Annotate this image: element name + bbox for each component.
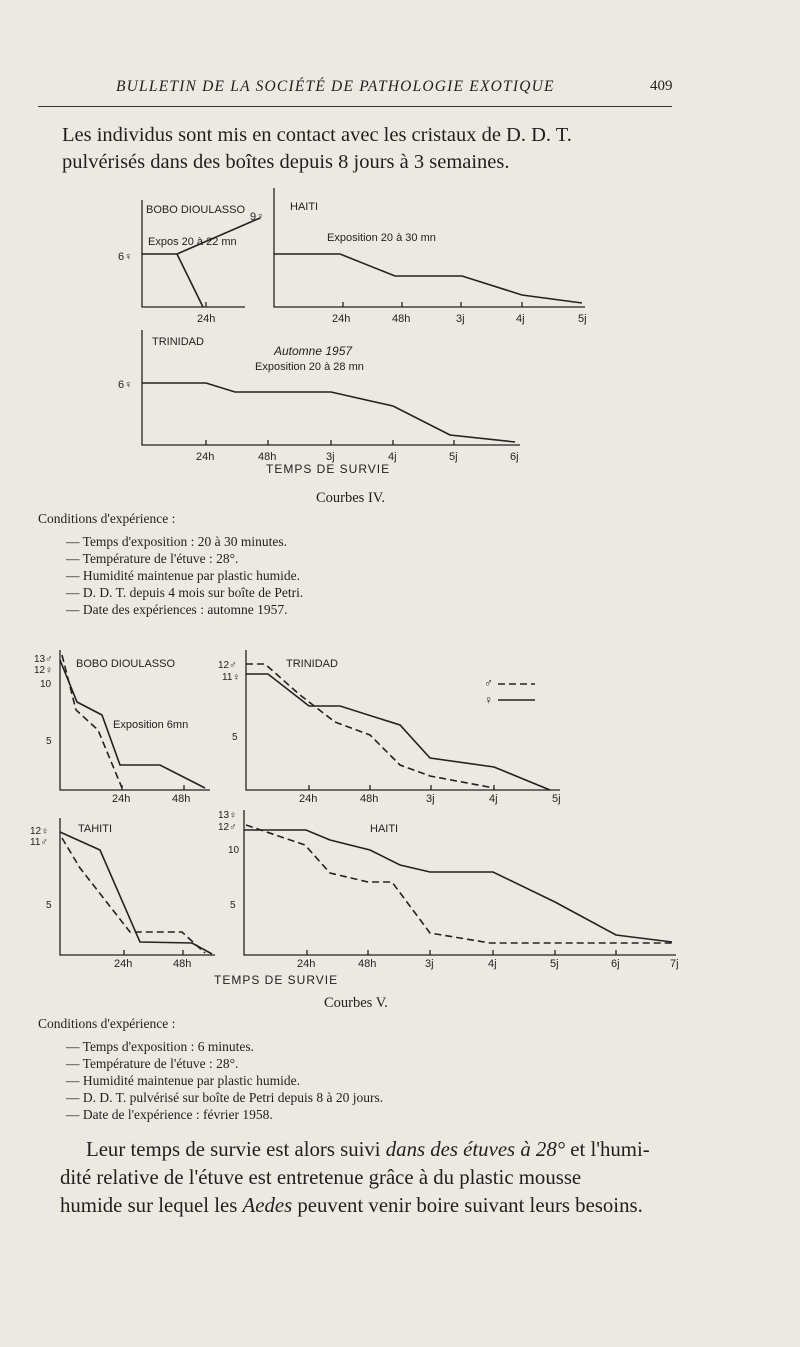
- panel-iv-trinidad-season: Automne 1957: [274, 344, 353, 358]
- closing-text-a: Leur temps de survie est alors suivi: [86, 1138, 386, 1161]
- closing-line-3-a: humide sur lequel les: [60, 1194, 243, 1217]
- xtick-iv-haiti-48h: 48h: [392, 313, 411, 325]
- panel-v-bobo-title: BOBO DIOULASSO: [76, 658, 176, 670]
- panel-v-trinidad: [218, 650, 561, 805]
- ytick-v-trinidad-11: 11♀: [222, 672, 240, 683]
- ytick-v-bobo-13: 13♂: [34, 654, 53, 665]
- ytick-v-haiti-10: 10: [228, 845, 240, 856]
- fig-v-xlabel: TEMPS DE SURVIE: [214, 973, 339, 987]
- closing-text-b: et l'humi-: [565, 1138, 650, 1161]
- conditions-iv-head: Conditions d'expérience :: [38, 511, 176, 526]
- xtick-v-haiti-5j: 5j: [550, 958, 559, 970]
- panel-v-tahiti: [30, 818, 215, 970]
- panel-iv-bobo-note: Expos 20 à 22 mn: [148, 236, 237, 248]
- xtick-iv-trinidad-5j: 5j: [449, 451, 458, 463]
- curve-iv-bobo: [142, 218, 260, 307]
- panel-v-tahiti-title: TAHITI: [78, 823, 113, 835]
- header-rule: [38, 106, 672, 107]
- xtick-v-tahiti-48h: 48h: [173, 958, 192, 970]
- journal-title: BULLETIN DE LA SOCIÉTÉ DE PATHOLOGIE EXOTIQUE: [116, 78, 555, 95]
- panel-iv-bobo-xtick: 24h: [197, 313, 216, 325]
- panel-iv-trinidad: [118, 330, 520, 476]
- panel-iv-trinidad-xticks: [196, 440, 519, 463]
- panel-v-bobo-note: Exposition 6mn: [113, 719, 189, 731]
- xtick-v-trinidad-48h: 48h: [360, 793, 379, 805]
- xtick-v-tahiti-24h: 24h: [114, 958, 133, 970]
- panel-iv-haiti-xticks: [332, 302, 587, 325]
- condition-iv-item: — D. D. T. depuis 4 mois sur boîte de Petri.: [66, 584, 558, 601]
- xtick-v-trinidad-5j: 5j: [552, 793, 561, 805]
- xtick-iv-trinidad-6j: 6j: [510, 451, 519, 463]
- ytick-v-bobo-12: 12♀: [34, 665, 53, 676]
- xtick-iv-haiti-5j: 5j: [578, 313, 587, 325]
- curve-v-haiti-male: [246, 825, 672, 943]
- condition-v-item: — Date de l'expérience : février 1958.: [66, 1106, 558, 1123]
- ytick-v-haiti-5: 5: [230, 900, 236, 911]
- conditions-v-list: [38, 1038, 558, 1123]
- conditions-iv: [38, 510, 558, 618]
- xtick-iv-trinidad-48h: 48h: [258, 451, 277, 463]
- panel-iv-trinidad-ytick: 6♀: [118, 379, 133, 391]
- condition-v-item: — D. D. T. pulvérisé sur boîte de Petri depuis 8 à 20 jours.: [66, 1089, 558, 1106]
- curve-v-trinidad-male: [246, 664, 494, 788]
- curve-iv-haiti: [274, 254, 582, 303]
- conditions-v: [38, 1015, 558, 1123]
- ytick-v-tahiti-11: 11♂: [30, 837, 48, 848]
- condition-iv-item: — Date des expériences : automne 1957.: [66, 601, 558, 618]
- panel-iv-bobo-ytick: 6♀: [118, 251, 133, 263]
- xtick-iv-trinidad-3j: 3j: [326, 451, 335, 463]
- condition-v-item: — Humidité maintenue par plastic humide.: [66, 1072, 558, 1089]
- panel-iv-bobo: [118, 200, 264, 325]
- closing-line-2: dité relative de l'étuve est entretenue grâce à du plastic mousse: [60, 1166, 582, 1189]
- closing-emphasis: dans des étuves à 28°: [385, 1138, 566, 1161]
- xtick-v-haiti-6j: 6j: [611, 958, 620, 970]
- panel-iv-haiti-note: Exposition 20 à 30 mn: [327, 232, 436, 244]
- condition-v-item: — Temps d'exposition : 6 minutes.: [66, 1038, 558, 1055]
- xtick-v-bobo-48h: 48h: [172, 793, 191, 805]
- panel-iv-trinidad-note: Exposition 20 à 28 mn: [255, 361, 364, 373]
- closing-aedes: Aedes: [242, 1194, 293, 1217]
- condition-iv-item: — Humidité maintenue par plastic humide.: [66, 567, 558, 584]
- panel-iv-haiti: [274, 188, 587, 325]
- ytick-v-tahiti-5: 5: [46, 900, 52, 911]
- curve-v-trinidad-female: [246, 674, 550, 790]
- fig-iv-xlabel: TEMPS DE SURVIE: [266, 462, 391, 476]
- panel-iv-bobo-title: BOBO DIOULASSO: [146, 204, 246, 216]
- xtick-iv-trinidad-24h: 24h: [196, 451, 215, 463]
- ytick-v-tahiti-12: 12♀: [30, 826, 49, 837]
- closing-line-3-b: peuvent venir boire suivant leurs besoins.: [292, 1194, 643, 1217]
- panel-v-trinidad-title: TRINIDAD: [286, 658, 338, 670]
- xtick-iv-haiti-24h: 24h: [332, 313, 351, 325]
- conditions-v-head: Conditions d'expérience :: [38, 1016, 176, 1031]
- ytick-v-bobo-10: 10: [40, 679, 52, 690]
- panel-iv-trinidad-title: TRINIDAD: [152, 336, 204, 348]
- running-header: [38, 78, 770, 104]
- xtick-v-trinidad-3j: 3j: [426, 793, 435, 805]
- figure-curves-v: [0, 640, 800, 990]
- xtick-v-bobo-24h: 24h: [112, 793, 131, 805]
- panel-v-haiti-title: HAITI: [370, 823, 399, 835]
- closing-line-1: [60, 1136, 684, 1164]
- ytick-v-bobo-5: 5: [46, 736, 52, 747]
- xtick-v-trinidad-4j: 4j: [489, 793, 498, 805]
- ytick-v-trinidad-5: 5: [232, 732, 238, 743]
- closing-line-3: [60, 1192, 684, 1220]
- intro-line-1: Les individus sont mis en contact avec les cristaux de D. D. T.: [62, 124, 572, 146]
- legend-female-symbol: ♀: [484, 693, 493, 707]
- intro-line-2: pulvérisés dans des boîtes depuis 8 jours à 3 semaines.: [62, 151, 510, 173]
- caption-v: Courbes V.: [324, 995, 388, 1011]
- closing-paragraph: [60, 1136, 684, 1220]
- curve-v-tahiti-male: [62, 838, 205, 953]
- ytick-v-haiti-13: 13♀: [218, 810, 237, 821]
- xtick-v-haiti-24h: 24h: [297, 958, 316, 970]
- xtick-v-haiti-48h: 48h: [358, 958, 377, 970]
- condition-iv-item: — Température de l'étuve : 28°.: [66, 550, 558, 567]
- ytick-v-haiti-12: 12♂: [218, 822, 237, 833]
- intro-paragraph: [62, 122, 682, 176]
- panel-iv-bobo-topmark: 9♀: [250, 211, 265, 223]
- xtick-v-trinidad-24h: 24h: [299, 793, 318, 805]
- xtick-iv-haiti-4j: 4j: [516, 313, 525, 325]
- condition-iv-item: — Temps d'exposition : 20 à 30 minutes.: [66, 533, 558, 550]
- xtick-v-haiti-3j: 3j: [425, 958, 434, 970]
- panel-v-bobo: [34, 650, 210, 805]
- xtick-iv-trinidad-4j: 4j: [388, 451, 397, 463]
- curve-iv-trinidad: [142, 383, 515, 442]
- caption-iv: Courbes IV.: [316, 490, 386, 506]
- xtick-v-haiti-4j: 4j: [488, 958, 497, 970]
- curve-v-tahiti-female: [60, 832, 212, 954]
- panel-iv-haiti-title: HAITI: [290, 201, 319, 213]
- legend-male-symbol: ♂: [484, 676, 493, 690]
- xtick-v-haiti-7j: 7j: [670, 958, 679, 970]
- ytick-v-trinidad-12: 12♂: [218, 660, 237, 671]
- condition-v-item: — Température de l'étuve : 28°.: [66, 1055, 558, 1072]
- conditions-iv-list: [38, 533, 558, 618]
- page-number: 409: [650, 78, 673, 94]
- curve-v-haiti-female: [244, 830, 672, 942]
- panel-v-haiti: [214, 810, 679, 987]
- figure-curves-iv: [0, 180, 800, 480]
- xtick-iv-haiti-3j: 3j: [456, 313, 465, 325]
